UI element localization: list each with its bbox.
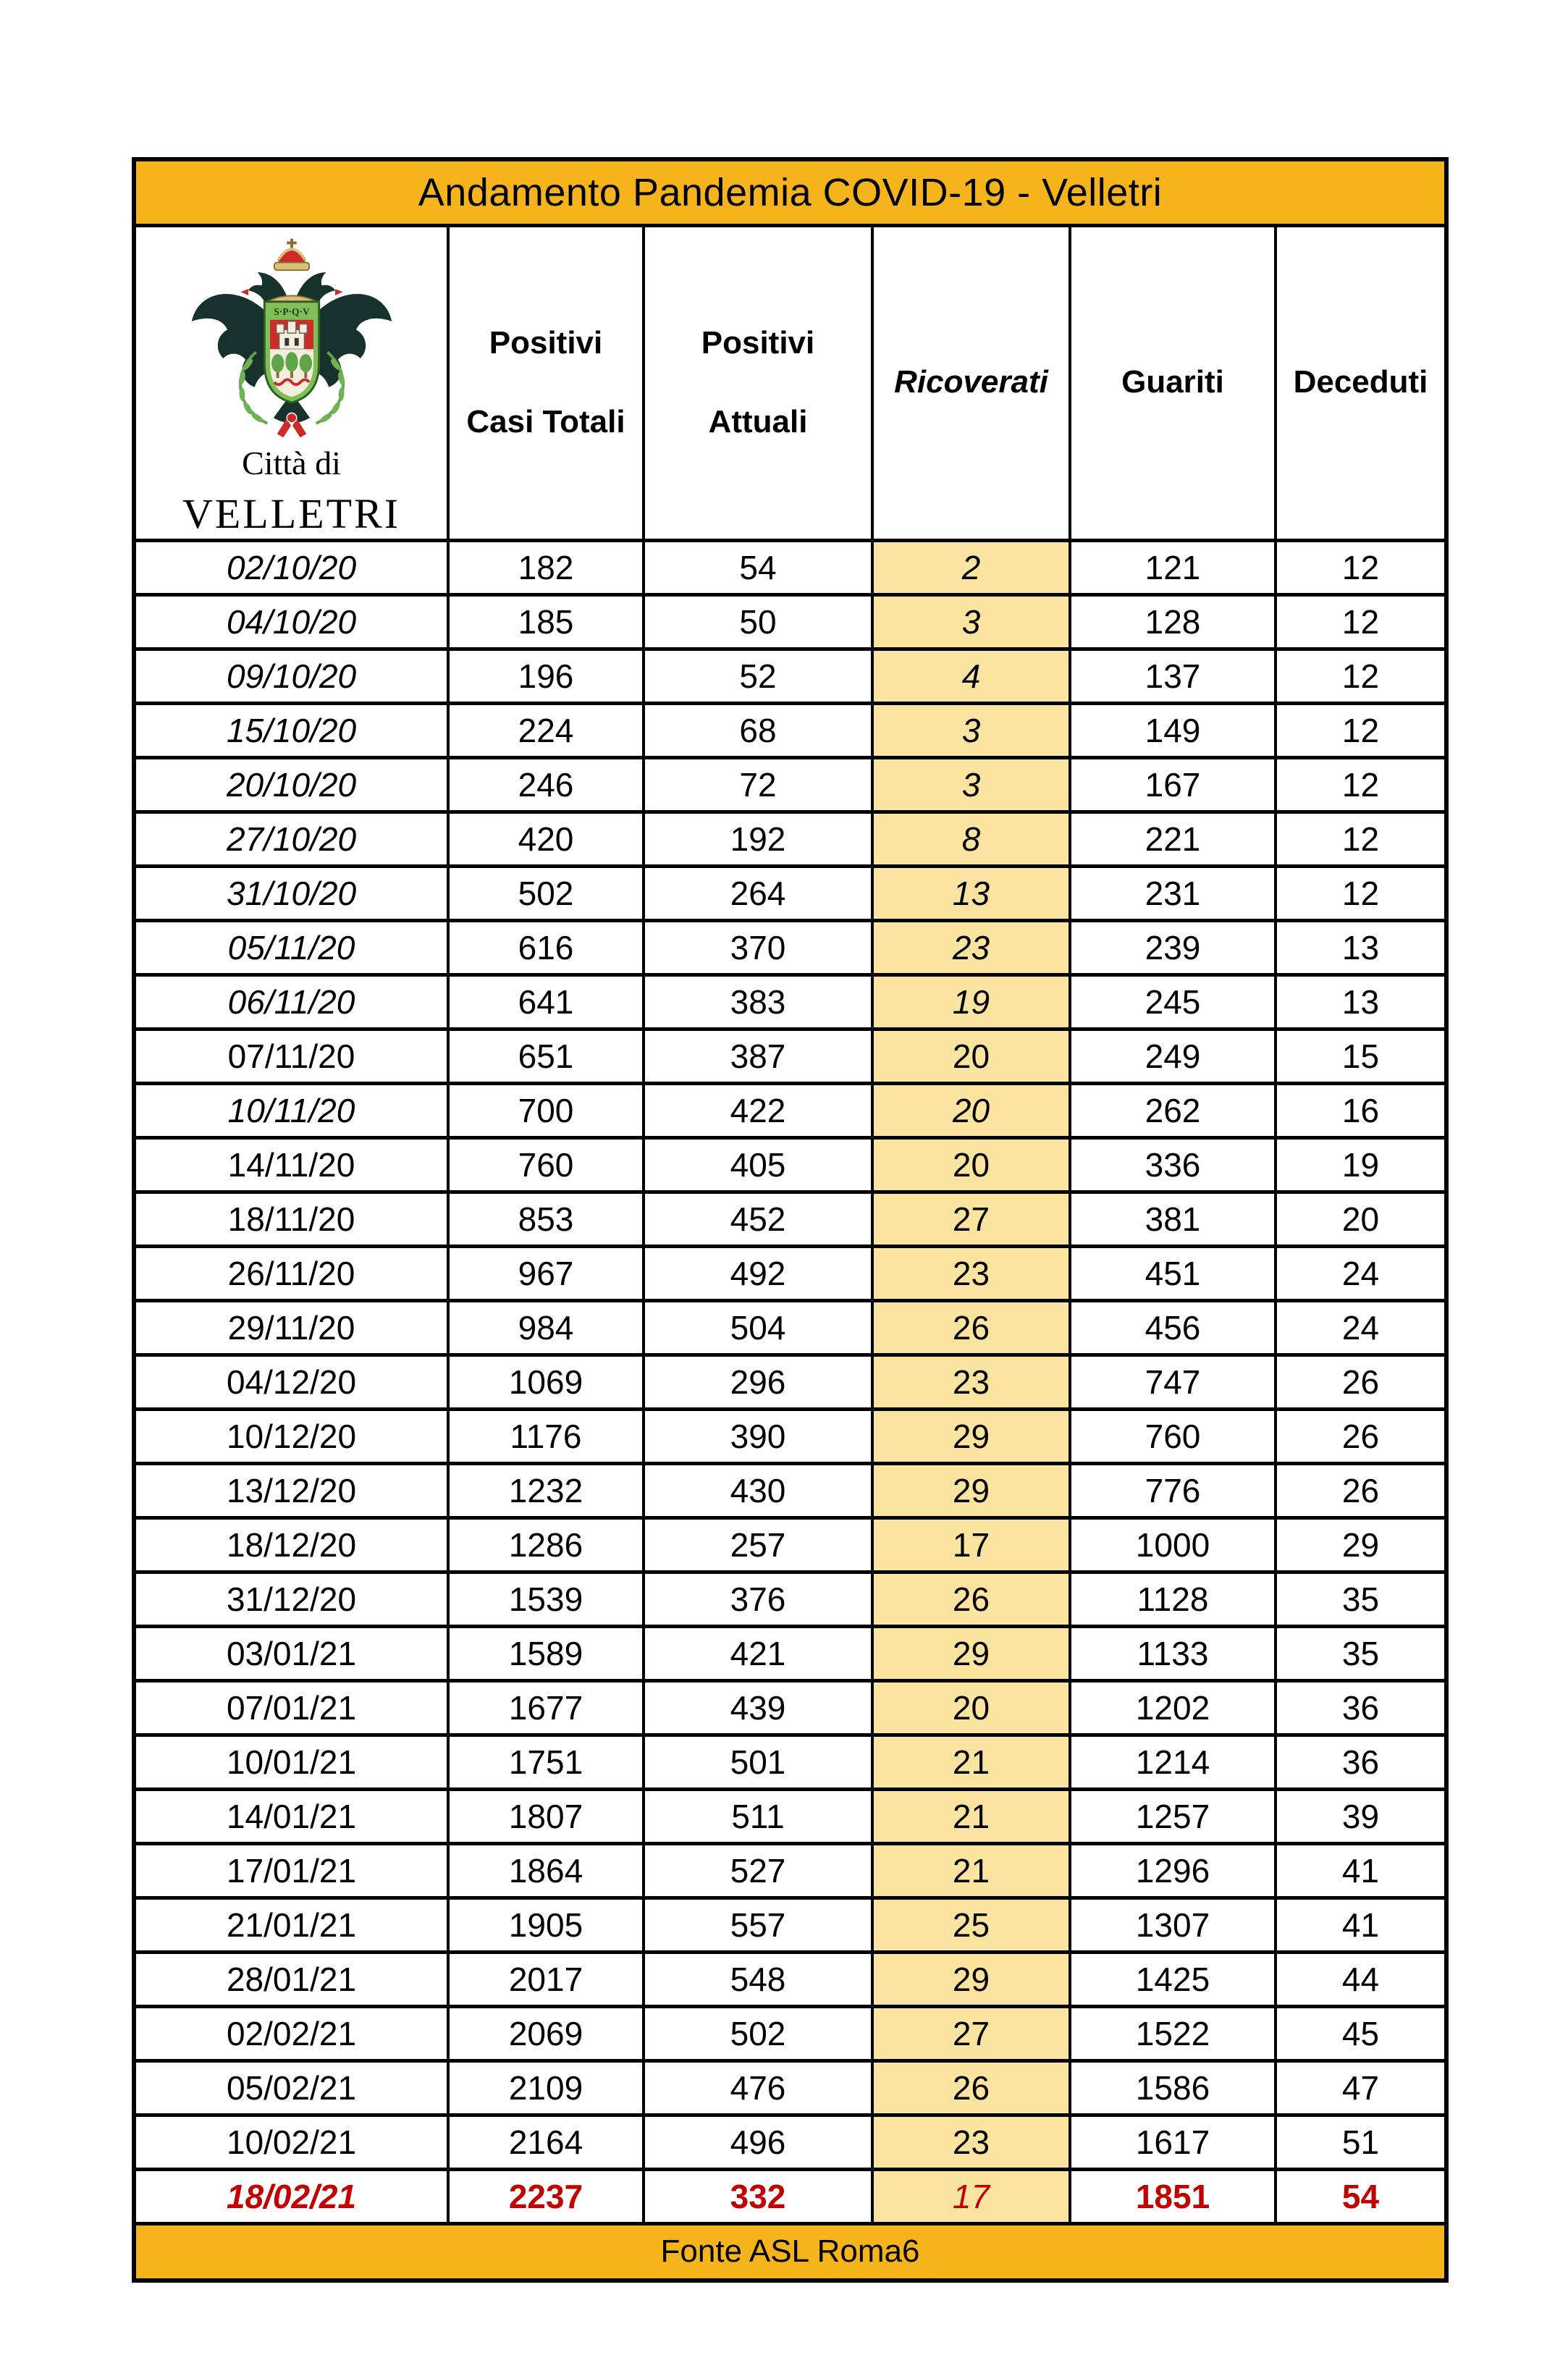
ricoverati-cell: 20 [872, 1083, 1070, 1137]
guariti-cell: 1257 [1070, 1789, 1276, 1843]
guariti-cell: 128 [1070, 594, 1276, 649]
date-cell: 31/12/20 [134, 1572, 448, 1626]
table-row [134, 1300, 1446, 1355]
page-title: Andamento Pandemia COVID-19 - Velletri [134, 159, 1446, 226]
positivi-attuali-cell: 50 [644, 594, 872, 649]
ricoverati-cell: 17 [872, 1517, 1070, 1572]
positivi-attuali-cell: 405 [644, 1137, 872, 1192]
casi-totali-cell: 984 [448, 1300, 644, 1355]
positivi-attuali-cell: 52 [644, 649, 872, 703]
guariti-cell: 336 [1070, 1137, 1276, 1192]
velletri-coat-of-arms-icon [183, 232, 400, 442]
title-row [134, 159, 1446, 226]
guariti-cell: 456 [1070, 1300, 1276, 1355]
deceduti-cell: 45 [1276, 2006, 1446, 2060]
deceduti-cell: 24 [1276, 1300, 1446, 1355]
table-row [134, 1355, 1446, 1409]
table-row [134, 1789, 1446, 1843]
ricoverati-cell: 29 [872, 1409, 1070, 1463]
date-cell: 18/12/20 [134, 1517, 448, 1572]
deceduti-cell: 54 [1276, 2169, 1446, 2223]
ricoverati-cell: 13 [872, 866, 1070, 920]
deceduti-cell: 26 [1276, 1355, 1446, 1409]
casi-totali-cell: 246 [448, 757, 644, 812]
date-cell: 14/01/21 [134, 1789, 448, 1843]
guariti-cell: 249 [1070, 1029, 1276, 1083]
casi-totali-cell: 1232 [448, 1463, 644, 1517]
guariti-cell: 167 [1070, 757, 1276, 812]
casi-totali-cell: 2237 [448, 2169, 644, 2223]
casi-totali-cell: 502 [448, 866, 644, 920]
date-cell: 21/01/21 [134, 1898, 448, 1952]
positivi-attuali-cell: 501 [644, 1735, 872, 1789]
ricoverati-cell: 29 [872, 1626, 1070, 1680]
casi-totali-cell: 1589 [448, 1626, 644, 1680]
positivi-attuali-cell: 257 [644, 1517, 872, 1572]
deceduti-cell: 47 [1276, 2060, 1446, 2115]
date-cell: 10/02/21 [134, 2115, 448, 2169]
guariti-cell: 262 [1070, 1083, 1276, 1137]
ricoverati-cell: 21 [872, 1789, 1070, 1843]
date-cell: 15/10/20 [134, 703, 448, 757]
deceduti-cell: 12 [1276, 812, 1446, 866]
date-cell: 02/02/21 [134, 2006, 448, 2060]
casi-totali-cell: 967 [448, 1246, 644, 1300]
deceduti-cell: 39 [1276, 1789, 1446, 1843]
col-header-deceduti: Deceduti [1276, 226, 1446, 541]
deceduti-cell: 12 [1276, 703, 1446, 757]
casi-totali-cell: 224 [448, 703, 644, 757]
casi-totali-cell: 2017 [448, 1952, 644, 2006]
positivi-attuali-cell: 548 [644, 1952, 872, 2006]
ricoverati-cell: 25 [872, 1898, 1070, 1952]
casi-totali-cell: 700 [448, 1083, 644, 1137]
casi-totali-cell: 616 [448, 920, 644, 974]
table-row [134, 920, 1446, 974]
positivi-attuali-cell: 68 [644, 703, 872, 757]
guariti-cell: 1586 [1070, 2060, 1276, 2115]
positivi-attuali-cell: 476 [644, 2060, 872, 2115]
date-cell: 07/11/20 [134, 1029, 448, 1083]
date-cell: 14/11/20 [134, 1137, 448, 1192]
positivi-attuali-cell: 370 [644, 920, 872, 974]
ricoverati-cell: 3 [872, 757, 1070, 812]
date-cell: 04/12/20 [134, 1355, 448, 1409]
col-header-line: Attuali [708, 403, 808, 439]
col-header-positivi-casi-totali [448, 226, 644, 541]
guariti-cell: 149 [1070, 703, 1276, 757]
ricoverati-cell: 26 [872, 1300, 1070, 1355]
ricoverati-cell: 8 [872, 812, 1070, 866]
table-row [134, 1572, 1446, 1626]
logo-city-label: Città di [242, 445, 341, 481]
casi-totali-cell: 2109 [448, 2060, 644, 2115]
ricoverati-cell: 23 [872, 2115, 1070, 2169]
casi-totali-cell: 1677 [448, 1680, 644, 1735]
casi-totali-cell: 1176 [448, 1409, 644, 1463]
positivi-attuali-cell: 192 [644, 812, 872, 866]
table-row [134, 1409, 1446, 1463]
table-row [134, 2006, 1446, 2060]
guariti-cell: 381 [1070, 1192, 1276, 1246]
deceduti-cell: 12 [1276, 649, 1446, 703]
footer-row [134, 2223, 1446, 2281]
casi-totali-cell: 853 [448, 1192, 644, 1246]
date-cell: 27/10/20 [134, 812, 448, 866]
table-row [134, 1246, 1446, 1300]
ricoverati-cell: 27 [872, 2006, 1070, 2060]
positivi-attuali-cell: 511 [644, 1789, 872, 1843]
col-header-ricoverati: Ricoverati [872, 226, 1070, 541]
deceduti-cell: 12 [1276, 540, 1446, 594]
date-cell: 04/10/20 [134, 594, 448, 649]
deceduti-cell: 36 [1276, 1680, 1446, 1735]
date-cell: 29/11/20 [134, 1300, 448, 1355]
guariti-cell: 1202 [1070, 1680, 1276, 1735]
ricoverati-cell: 19 [872, 974, 1070, 1029]
table-row [134, 2169, 1446, 2223]
deceduti-cell: 26 [1276, 1409, 1446, 1463]
date-cell: 06/11/20 [134, 974, 448, 1029]
table-row [134, 540, 1446, 594]
date-cell: 20/10/20 [134, 757, 448, 812]
shield-icon [264, 302, 319, 403]
positivi-attuali-cell: 72 [644, 757, 872, 812]
deceduti-cell: 19 [1276, 1137, 1446, 1192]
table-row [134, 1192, 1446, 1246]
positivi-attuali-cell: 421 [644, 1626, 872, 1680]
table-row [134, 649, 1446, 703]
table-row [134, 1843, 1446, 1898]
table-row [134, 1735, 1446, 1789]
deceduti-cell: 16 [1276, 1083, 1446, 1137]
ricoverati-cell: 3 [872, 594, 1070, 649]
table-row [134, 1898, 1446, 1952]
date-cell: 10/12/20 [134, 1409, 448, 1463]
table-row [134, 2060, 1446, 2115]
guariti-cell: 1296 [1070, 1843, 1276, 1898]
guariti-cell: 1214 [1070, 1735, 1276, 1789]
casi-totali-cell: 760 [448, 1137, 644, 1192]
ricoverati-cell: 23 [872, 1246, 1070, 1300]
ricoverati-cell: 3 [872, 703, 1070, 757]
col-header-line: Casi Totali [466, 403, 625, 439]
castle-icon [276, 321, 307, 350]
guariti-cell: 1307 [1070, 1898, 1276, 1952]
crown-icon [274, 239, 308, 271]
guariti-cell: 760 [1070, 1409, 1276, 1463]
date-cell: 10/11/20 [134, 1083, 448, 1137]
casi-totali-cell: 420 [448, 812, 644, 866]
table-row [134, 1137, 1446, 1192]
date-cell: 05/02/21 [134, 2060, 448, 2115]
table-row [134, 1463, 1446, 1517]
covid-table [132, 157, 1449, 2283]
ricoverati-cell: 17 [872, 2169, 1070, 2223]
ricoverati-cell: 20 [872, 1680, 1070, 1735]
positivi-attuali-cell: 422 [644, 1083, 872, 1137]
col-header-guariti: Guariti [1070, 226, 1276, 541]
col-header-line: Positivi [489, 325, 603, 361]
positivi-attuali-cell: 557 [644, 1898, 872, 1952]
date-cell: 26/11/20 [134, 1246, 448, 1300]
guariti-cell: 1128 [1070, 1572, 1276, 1626]
deceduti-cell: 41 [1276, 1898, 1446, 1952]
date-cell: 17/01/21 [134, 1843, 448, 1898]
ricoverati-cell: 21 [872, 1735, 1070, 1789]
positivi-attuali-cell: 452 [644, 1192, 872, 1246]
ricoverati-cell: 23 [872, 1355, 1070, 1409]
positivi-attuali-cell: 390 [644, 1409, 872, 1463]
deceduti-cell: 35 [1276, 1626, 1446, 1680]
deceduti-cell: 35 [1276, 1572, 1446, 1626]
date-cell: 31/10/20 [134, 866, 448, 920]
deceduti-cell: 24 [1276, 1246, 1446, 1300]
ricoverati-cell: 20 [872, 1029, 1070, 1083]
casi-totali-cell: 1286 [448, 1517, 644, 1572]
guariti-cell: 1851 [1070, 2169, 1276, 2223]
ricoverati-cell: 29 [872, 1952, 1070, 2006]
positivi-attuali-cell: 492 [644, 1246, 872, 1300]
guariti-cell: 1000 [1070, 1517, 1276, 1572]
positivi-attuali-cell: 387 [644, 1029, 872, 1083]
ricoverati-cell: 4 [872, 649, 1070, 703]
deceduti-cell: 29 [1276, 1517, 1446, 1572]
deceduti-cell: 13 [1276, 974, 1446, 1029]
date-cell: 18/11/20 [134, 1192, 448, 1246]
casi-totali-cell: 1539 [448, 1572, 644, 1626]
date-cell: 18/02/21 [134, 2169, 448, 2223]
deceduti-cell: 12 [1276, 757, 1446, 812]
casi-totali-cell: 1864 [448, 1843, 644, 1898]
guariti-cell: 1133 [1070, 1626, 1276, 1680]
positivi-attuali-cell: 439 [644, 1680, 872, 1735]
casi-totali-cell: 182 [448, 540, 644, 594]
ricoverati-cell: 29 [872, 1463, 1070, 1517]
svg-text:S·P·Q·V: S·P·Q·V [273, 306, 310, 318]
logo-cell [134, 226, 448, 541]
table-row [134, 1680, 1446, 1735]
guariti-cell: 137 [1070, 649, 1276, 703]
casi-totali-cell: 1905 [448, 1898, 644, 1952]
table-row [134, 1029, 1446, 1083]
positivi-attuali-cell: 296 [644, 1355, 872, 1409]
guariti-cell: 231 [1070, 866, 1276, 920]
ricoverati-cell: 27 [872, 1192, 1070, 1246]
ricoverati-cell: 26 [872, 1572, 1070, 1626]
date-cell: 28/01/21 [134, 1952, 448, 2006]
guariti-cell: 1425 [1070, 1952, 1276, 2006]
col-header-line: Positivi [701, 325, 815, 361]
table-row [134, 1083, 1446, 1137]
table-row [134, 1952, 1446, 2006]
table-row [134, 2115, 1446, 2169]
header-row [134, 226, 1446, 541]
deceduti-cell: 44 [1276, 1952, 1446, 2006]
source-footer: Fonte ASL Roma6 [134, 2223, 1446, 2281]
deceduti-cell: 12 [1276, 594, 1446, 649]
date-cell: 09/10/20 [134, 649, 448, 703]
ricoverati-cell: 20 [872, 1137, 1070, 1192]
guariti-cell: 1617 [1070, 2115, 1276, 2169]
deceduti-cell: 12 [1276, 866, 1446, 920]
col-header-positivi-attuali [644, 226, 872, 541]
date-cell: 03/01/21 [134, 1626, 448, 1680]
positivi-attuali-cell: 332 [644, 2169, 872, 2223]
casi-totali-cell: 2069 [448, 2006, 644, 2060]
casi-totali-cell: 196 [448, 649, 644, 703]
casi-totali-cell: 1751 [448, 1735, 644, 1789]
deceduti-cell: 36 [1276, 1735, 1446, 1789]
date-cell: 05/11/20 [134, 920, 448, 974]
table-row [134, 974, 1446, 1029]
guariti-cell: 121 [1070, 540, 1276, 594]
date-cell: 07/01/21 [134, 1680, 448, 1735]
ricoverati-cell: 21 [872, 1843, 1070, 1898]
table-row [134, 594, 1446, 649]
positivi-attuali-cell: 502 [644, 2006, 872, 2060]
deceduti-cell: 41 [1276, 1843, 1446, 1898]
trees-icon [271, 352, 311, 378]
guariti-cell: 747 [1070, 1355, 1276, 1409]
deceduti-cell: 51 [1276, 2115, 1446, 2169]
casi-totali-cell: 641 [448, 974, 644, 1029]
casi-totali-cell: 651 [448, 1029, 644, 1083]
date-cell: 10/01/21 [134, 1735, 448, 1789]
table-row [134, 866, 1446, 920]
guariti-cell: 221 [1070, 812, 1276, 866]
table-row [134, 703, 1446, 757]
table-row [134, 757, 1446, 812]
guariti-cell: 1522 [1070, 2006, 1276, 2060]
guariti-cell: 245 [1070, 974, 1276, 1029]
logo-city-name: VELLETRI [182, 489, 401, 537]
positivi-attuali-cell: 496 [644, 2115, 872, 2169]
deceduti-cell: 20 [1276, 1192, 1446, 1246]
deceduti-cell: 26 [1276, 1463, 1446, 1517]
guariti-cell: 776 [1070, 1463, 1276, 1517]
date-cell: 02/10/20 [134, 540, 448, 594]
ricoverati-cell: 26 [872, 2060, 1070, 2115]
positivi-attuali-cell: 527 [644, 1843, 872, 1898]
table-row [134, 1626, 1446, 1680]
table-body [134, 540, 1446, 2223]
deceduti-cell: 15 [1276, 1029, 1446, 1083]
positivi-attuali-cell: 376 [644, 1572, 872, 1626]
guariti-cell: 239 [1070, 920, 1276, 974]
ricoverati-cell: 23 [872, 920, 1070, 974]
deceduti-cell: 13 [1276, 920, 1446, 974]
guariti-cell: 451 [1070, 1246, 1276, 1300]
positivi-attuali-cell: 430 [644, 1463, 872, 1517]
table-row [134, 812, 1446, 866]
positivi-attuali-cell: 264 [644, 866, 872, 920]
table-row [134, 1517, 1446, 1572]
casi-totali-cell: 1807 [448, 1789, 644, 1843]
positivi-attuali-cell: 54 [644, 540, 872, 594]
date-cell: 13/12/20 [134, 1463, 448, 1517]
casi-totali-cell: 185 [448, 594, 644, 649]
positivi-attuali-cell: 504 [644, 1300, 872, 1355]
ricoverati-cell: 2 [872, 540, 1070, 594]
casi-totali-cell: 2164 [448, 2115, 644, 2169]
casi-totali-cell: 1069 [448, 1355, 644, 1409]
positivi-attuali-cell: 383 [644, 974, 872, 1029]
